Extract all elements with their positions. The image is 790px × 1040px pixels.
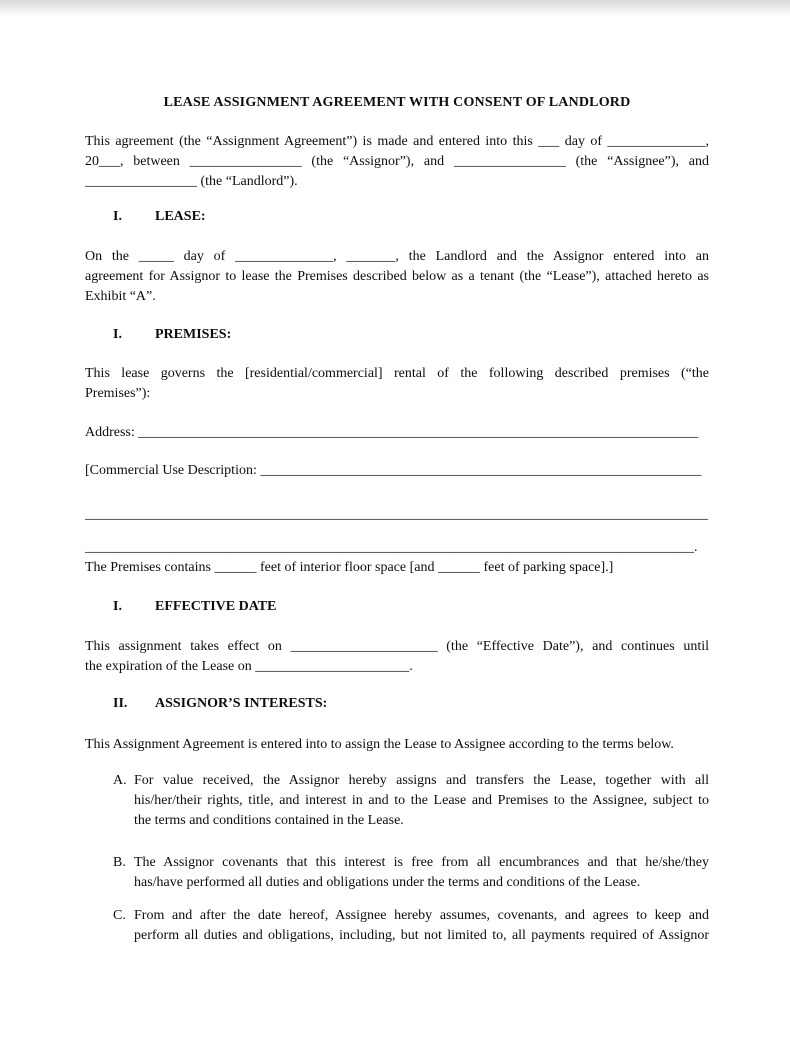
section-number: II. xyxy=(113,696,128,711)
assignment-intro-paragraph xyxy=(85,735,709,755)
text-line: ________________ (the “Landlord”). xyxy=(85,174,298,189)
text-line: agreement for Assignor to lease the Premises described below as a tenant (the “Lease”), attached hereto as xyxy=(85,269,709,284)
list-item-a xyxy=(85,771,709,831)
text-line: the terms and conditions contained in the Lease. xyxy=(134,813,404,828)
section-label: EFFECTIVE DATE xyxy=(155,599,277,614)
blank-fill-line: _________________________________________________________________________________________ xyxy=(85,507,708,522)
floor-space-paragraph xyxy=(85,538,709,578)
text-line: Exhibit “A”. xyxy=(85,289,156,304)
intro-paragraph xyxy=(85,132,709,192)
address-blank-line: Address: ________________________________________________________________________________ xyxy=(85,425,699,440)
section-number: I. xyxy=(113,327,122,342)
lease-paragraph xyxy=(85,247,709,307)
commercial-use-blank-line: [Commercial Use Description: _______________________________________________________________ xyxy=(85,463,702,478)
text-line: This assignment takes effect on _____________________ (the “Effective Date”), and continues until xyxy=(85,639,709,654)
text-line: The Premises contains ______ feet of interior floor space [and ______ feet of parking space].] xyxy=(85,560,614,575)
effective-date-paragraph xyxy=(85,637,709,677)
list-item-marker: B. xyxy=(113,855,126,870)
text-line: perform all duties and obligations, including, but not limited to, all payments required of Assignor xyxy=(134,928,709,943)
text-line: 20___, between ________________ (the “Assignor”), and ________________ (the “Assignee”), and xyxy=(85,154,709,169)
section-label: PREMISES: xyxy=(155,327,232,342)
text-line: his/her/their rights, title, and interest in and to the Lease and Premises to the Assignee, subject to xyxy=(134,793,709,808)
section-heading-assignors-interests xyxy=(85,694,709,714)
list-item-b xyxy=(85,853,709,893)
section-label: ASSIGNOR’S INTERESTS: xyxy=(155,696,328,711)
section-heading-effective-date xyxy=(85,597,709,617)
text-line: The Assignor covenants that this interest is free from all encumbrances and that he/she/they xyxy=(134,855,709,870)
section-heading-premises xyxy=(85,325,709,345)
text-line: For value received, the Assignor hereby assigns and transfers the Lease, together with all xyxy=(134,773,709,788)
list-item-marker: C. xyxy=(113,908,126,923)
premises-paragraph xyxy=(85,364,709,404)
section-label: LEASE: xyxy=(155,209,206,224)
document-title: LEASE ASSIGNMENT AGREEMENT WITH CONSENT OF LANDLORD xyxy=(163,95,631,110)
text-line: This lease governs the [residential/commercial] rental of the following described premises (“the xyxy=(85,366,709,381)
text-line: the expiration of the Lease on ______________________. xyxy=(85,659,413,674)
text-line: Premises”): xyxy=(85,386,151,401)
list-item-marker: A. xyxy=(113,773,127,788)
text-line: This Assignment Agreement is entered into to assign the Lease to Assignee according to the terms below. xyxy=(85,737,674,752)
text-line: has/have performed all duties and obligations under the terms and conditions of the Lease. xyxy=(134,875,641,890)
section-number: I. xyxy=(113,599,122,614)
section-heading-lease xyxy=(85,207,709,227)
text-line: From and after the date hereof, Assignee hereby assumes, covenants, and agrees to keep and xyxy=(134,908,709,923)
section-number: I. xyxy=(113,209,122,224)
text-line: This agreement (the “Assignment Agreement”) is made and entered into this ___ day of ______________, xyxy=(85,134,709,149)
text-line: On the _____ day of ______________, _______, the Landlord and the Assignor entered into an xyxy=(85,249,709,264)
list-item-c xyxy=(85,906,709,946)
blank-fill-line: _______________________________________________________________________________________. xyxy=(85,540,698,555)
